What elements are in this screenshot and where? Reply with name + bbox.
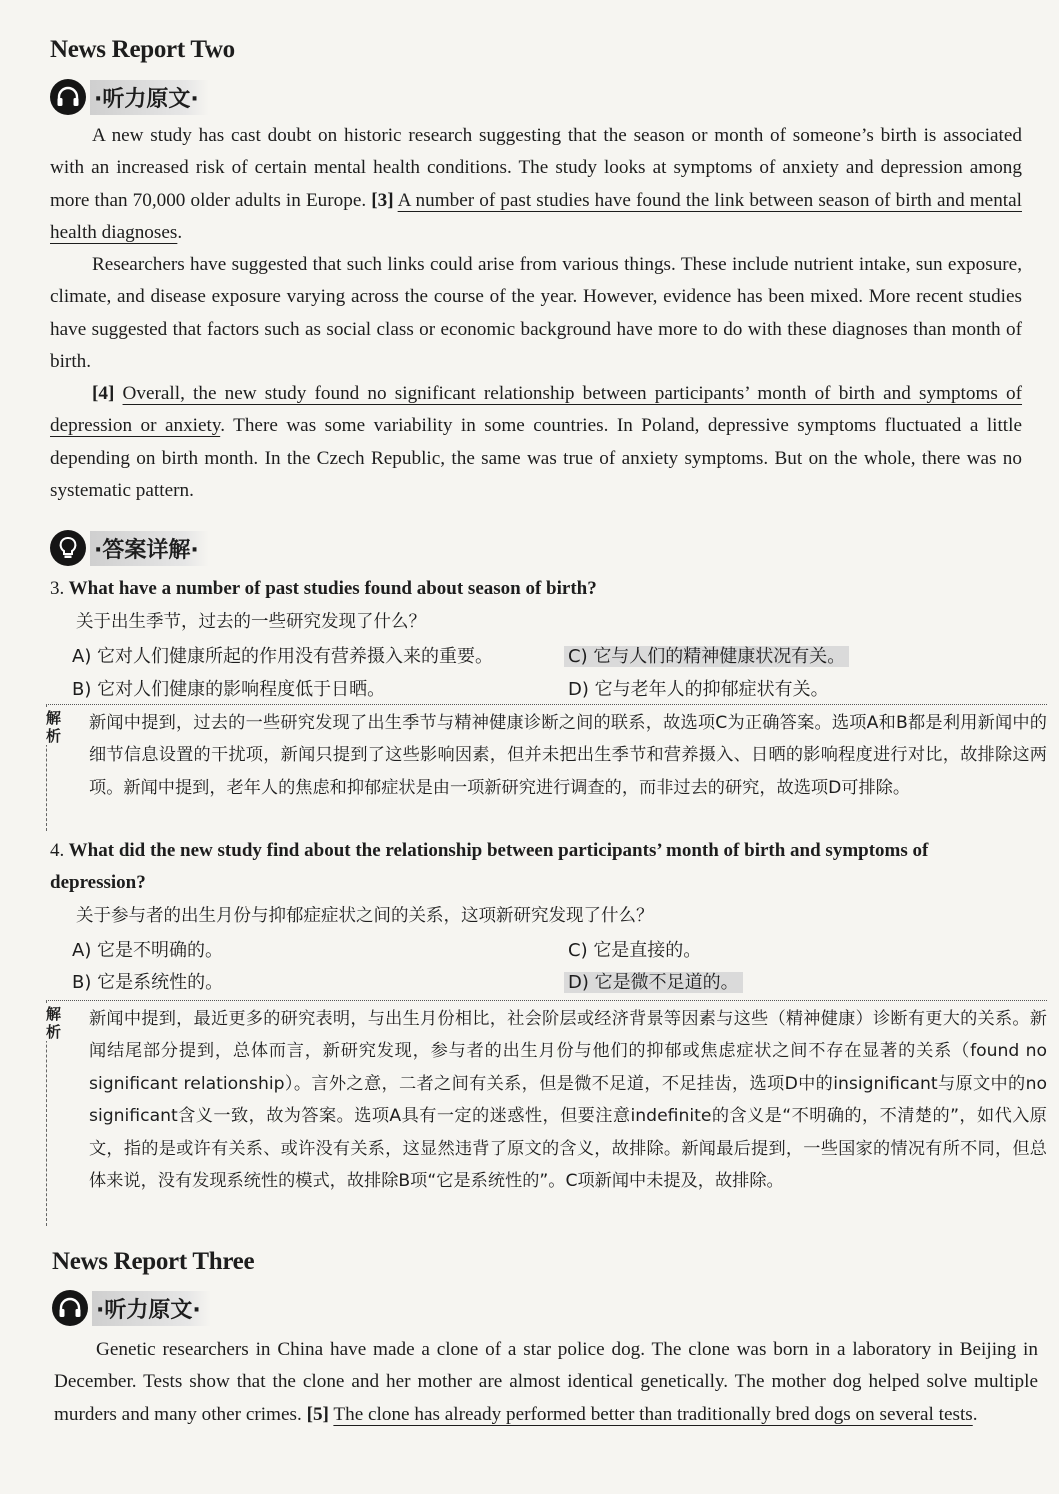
q4-explanation-box bbox=[46, 1000, 1047, 1226]
underlined-answer: Overall, the new study found no significant relationship between participants’ month of birth and symptoms of depression or anxiety bbox=[50, 383, 1023, 437]
q3-option-b: B) 它对人们健康的影响程度低于日晒。 bbox=[72, 679, 386, 700]
underlined-answer: A number of past studies have found the link between season of birth and mental health diagnoses bbox=[50, 189, 1022, 244]
correct-option-highlight: D) 它是微不足道的。 bbox=[564, 972, 743, 993]
headphones-icon bbox=[52, 1290, 88, 1326]
explanation-label: 解析 bbox=[46, 1005, 64, 1041]
question-text: What have a number of past studies found about season of birth? bbox=[68, 578, 597, 599]
question-4-chinese: 关于参与者的出生月份与抑郁症症状之间的关系，这项新研究发现了什么？ bbox=[76, 906, 654, 926]
question-3 bbox=[50, 573, 597, 605]
q4-option-d bbox=[564, 968, 743, 994]
text: . bbox=[177, 222, 183, 244]
report-two-paragraph-1 bbox=[50, 120, 1022, 250]
report-two-paragraph-3 bbox=[50, 378, 1022, 508]
q3-explanation-text: 新闻中提到，过去的一些研究发现了出生季节与精神健康诊断之间的联系，故选项C为正确答案。选项A和B都是利用新闻中的细节信息设置的干扰项，新闻只提到了这些影响因素，但并未把出生季节和营养摄入、日晒的影响程度进行对比，故排除这两项。新闻中提到，老年人的焦虑和抑郁症状是由一项新研究进行调查的，而非过去的研究，故选项D可排除。 bbox=[89, 713, 1047, 798]
listening-text-tag bbox=[52, 1290, 211, 1326]
lightbulb-icon bbox=[50, 530, 86, 566]
report-three-paragraph-1 bbox=[54, 1334, 1038, 1431]
question-marker: [4] bbox=[92, 383, 115, 404]
question-number: 4. bbox=[50, 840, 65, 861]
question-number: 3. bbox=[50, 578, 65, 599]
listening-text-tag bbox=[50, 79, 209, 115]
question-marker: [3] bbox=[371, 189, 394, 211]
text: Genetic researchers in China have made a clone of a star police dog. The clone was born in a laboratory in Beijing in December. Tests show that the clone and her mother are almost identical genetically. The mother dog helped solve multiple murders and many other crimes. bbox=[54, 1339, 1038, 1425]
q4-option-b: B) 它是系统性的。 bbox=[72, 972, 224, 993]
answer-explanation-tag bbox=[50, 530, 209, 566]
question-text: What did the new study find about the relationship between participants’ month of birth and symptoms of depression? bbox=[50, 840, 929, 893]
text: . There was some variability in some countries. In Poland, depressive symptoms fluctuated a little depending on birth month. In the Czech Republic, the same was true of anxiety symptoms. But on the whole, there was no systematic pattern. bbox=[50, 415, 1022, 502]
q4-explanation-text: 新闻中提到，最近更多的研究表明，与出生月份相比，社会阶层或经济背景等因素与这些（精神健康）诊断有更大的关系。新闻结尾部分提到，总体而言，新研究发现，参与者的出生月份与他们的抑郁或焦虑症状之间不存在显著的关系（found no significant relationship）。言外之意，二者之间有关系，但是微不足道，不足挂齿，选项D中的insignificant与原文中的no significant含义一致，故为答案。选项A具有一定的迷惑性，但要注意indefinite的含义是“不明确的，不清楚的”，如代入原文，指的是或许有关系、或许没有关系，这显然违背了原文的含义，故排除。新闻最后提到，一些国家的情况有所不同，但总体来说，没有发现系统性的模式，故排除B项“它是系统性的”。C项新闻中未提及，故排除。 bbox=[89, 1009, 1047, 1192]
report-two-paragraph-2 bbox=[50, 249, 1022, 379]
q3-explanation-box bbox=[46, 704, 1047, 831]
q4-option-c: C) 它是直接的。 bbox=[568, 940, 702, 961]
question-3-chinese: 关于出生季节，过去的一些研究发现了什么？ bbox=[76, 612, 426, 632]
text: A new study has cast doubt on historic research suggesting that the season or month of someone’s birth is associated with an increased risk of certain mental health conditions. The study looks at symptoms of anxiety and depression among more than 70,000 older adults in Europe. bbox=[50, 125, 1022, 211]
report-three-title: News Report Three bbox=[52, 1248, 255, 1275]
tag-label: ·听力原文· bbox=[92, 1291, 211, 1326]
tag-label: ·答案详解· bbox=[90, 531, 209, 566]
question-4 bbox=[50, 835, 1010, 899]
correct-option-highlight: C) 它与人们的精神健康状况有关。 bbox=[564, 646, 849, 667]
text: Researchers have suggested that such links could arise from various things. These include nutrient intake, sun exposure, climate, and disease exposure varying across the course of the year. However, evidence has been mixed. More recent studies have suggested that factors such as social class or economic background have more to do with these diagnoses than month of birth. bbox=[50, 254, 1022, 373]
explanation-label: 解析 bbox=[46, 709, 64, 745]
q3-option-a: A) 它对人们健康所起的作用没有营养摄入来的重要。 bbox=[72, 646, 494, 667]
q4-option-a: A) 它是不明确的。 bbox=[72, 940, 224, 961]
report-two-title: News Report Two bbox=[50, 36, 235, 63]
tag-label: ·听力原文· bbox=[90, 80, 209, 115]
q3-option-d: D) 它与老年人的抑郁症状有关。 bbox=[568, 679, 829, 700]
underlined-answer: The clone has already performed better than traditionally bred dogs on several tests bbox=[333, 1403, 973, 1425]
question-marker: [5] bbox=[306, 1403, 329, 1425]
headphones-icon bbox=[50, 79, 86, 115]
q3-option-c bbox=[564, 642, 849, 668]
text: . bbox=[972, 1403, 978, 1425]
